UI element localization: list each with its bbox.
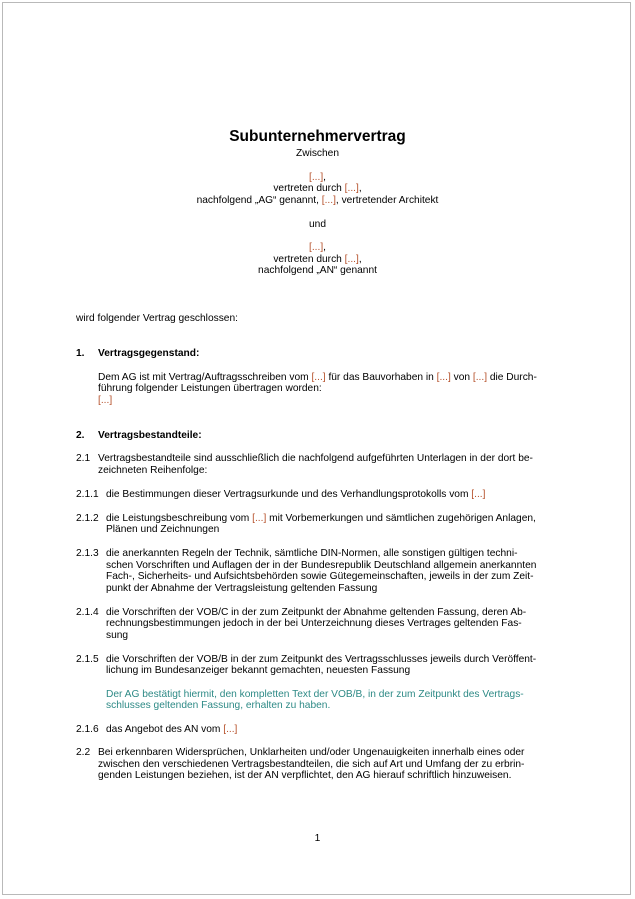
intro-text: wird folgender Vertrag geschlossen: <box>76 313 238 324</box>
section1-line1: Dem AG ist mit Vertrag/Auftragsschreiben vom [...] für das Bauvorhaben in [...] von [...] die Durch- <box>98 372 537 383</box>
ag-represented-line: vertreten durch [...], <box>273 183 362 194</box>
p211-number: 2.1.1 <box>76 489 99 500</box>
placeholder: [...] <box>252 513 267 524</box>
p22-line1: Bei erkennbaren Widersprüchen, Unklarheiten und/oder Ungenauigkeiten innerhalb eines oder <box>98 747 525 758</box>
p216-line1: das Angebot des AN vom [...] <box>106 724 238 735</box>
section1-number: 1. <box>76 348 85 359</box>
placeholder: [...] <box>344 254 359 265</box>
placeholder: [...] <box>471 489 486 500</box>
p22-number: 2.2 <box>76 747 91 758</box>
p22-line3: genden Leistungen beziehen, ist der AN verpflichtet, den AG hierauf schriftlich hinzuweisen. <box>98 770 512 781</box>
vob-note-line2: schlusses geltenden Fassung, erhalten zu haben. <box>106 700 331 711</box>
an-called-line: nachfolgend „AN“ genannt <box>258 265 377 276</box>
p214-line1: die Vorschriften der VOB/C in der zum Zeitpunkt der Abnahme geltenden Fassung, deren Ab- <box>106 607 527 618</box>
p213-line1: die anerkannten Regeln der Technik, sämtliche DIN-Normen, alle sonstigen gültigen techni- <box>106 548 518 559</box>
placeholder: [...] <box>311 372 326 383</box>
p22-line2: zwischen den verschiedenen Vertragsbestandteilen, die sich auf Art und Umfang der zu erbrin- <box>98 759 525 770</box>
section1-line2: führung folgender Leistungen übertragen worden: <box>98 383 322 394</box>
p21-number: 2.1 <box>76 453 91 464</box>
p215-line1: die Vorschriften der VOB/B in der zum Zeitpunkt des Vertragsschlusses jeweils durch Veröffent- <box>106 654 537 665</box>
placeholder: [...] <box>344 183 359 194</box>
placeholder: [...] <box>321 195 336 206</box>
p213-line4: punkt der Abnahme der Vertragsleistung geltenden Fassung <box>106 583 378 594</box>
p214-line3: sung <box>106 630 129 641</box>
document-title: Subunternehmervertrag <box>229 128 406 145</box>
placeholder: [...] <box>98 395 113 406</box>
p212-number: 2.1.2 <box>76 513 99 524</box>
page-number: 1 <box>314 833 321 844</box>
p211-line1: die Bestimmungen dieser Vertragsurkunde und des Verhandlungsprotokolls vom [...] <box>106 489 486 500</box>
p214-number: 2.1.4 <box>76 607 99 618</box>
section2-number: 2. <box>76 430 85 441</box>
p216-number: 2.1.6 <box>76 724 99 735</box>
p215-line2: lichung im Bundesanzeiger bekannt gemachten, neuesten Fassung <box>106 665 411 676</box>
an-name-line: [...], <box>309 242 326 253</box>
between-label: Zwischen <box>295 148 340 159</box>
section2-heading: Vertragsbestandteile: <box>98 430 202 441</box>
placeholder: [...] <box>436 372 451 383</box>
vob-note-line1: Der AG bestätigt hiermit, den kompletten Text der VOB/B, in der zum Zeitpunkt des Vertrags- <box>106 689 524 700</box>
p214-line2: rechnungsbestimmungen jedoch in der bei Unterzeichnung dieses Vertrages geltenden Fas- <box>106 618 522 629</box>
p215-number: 2.1.5 <box>76 654 99 665</box>
and-label: und <box>309 219 326 230</box>
p212-line1: die Leistungsbeschreibung vom [...] mit Vorbemerkungen und sämtlichen zugehörigen Anlagen, <box>106 513 536 524</box>
p21-line1: Vertragsbestandteile sind ausschließlich die nachfolgend aufgeführten Unterlagen in der dort be- <box>98 453 533 464</box>
placeholder: [...] <box>309 172 324 183</box>
p213-number: 2.1.3 <box>76 548 99 559</box>
placeholder: [...] <box>472 372 488 383</box>
p213-line2: schen Vorschriften und Auflagen der in der Bundesrepublik Deutschland allgemein anerkannten <box>106 560 537 571</box>
placeholder: [...] <box>309 242 324 253</box>
p212-line2: Plänen und Zeichnungen <box>106 524 220 535</box>
p21-line2: zeichneten Reihenfolge: <box>98 465 208 476</box>
an-represented-line: vertreten durch [...], <box>273 254 362 265</box>
p213-line3: Fach-, Sicherheits- und Aufsichtsbehörden sowie Gütegemeinschaften, jeweils in der zum Zeit- <box>106 571 534 582</box>
ag-called-line: nachfolgend „AG“ genannt, [...], vertretender Architekt <box>196 195 439 206</box>
section1-heading: Vertragsgegenstand: <box>98 348 200 359</box>
ag-name-line: [...], <box>309 172 326 183</box>
placeholder: [...] <box>223 724 238 735</box>
